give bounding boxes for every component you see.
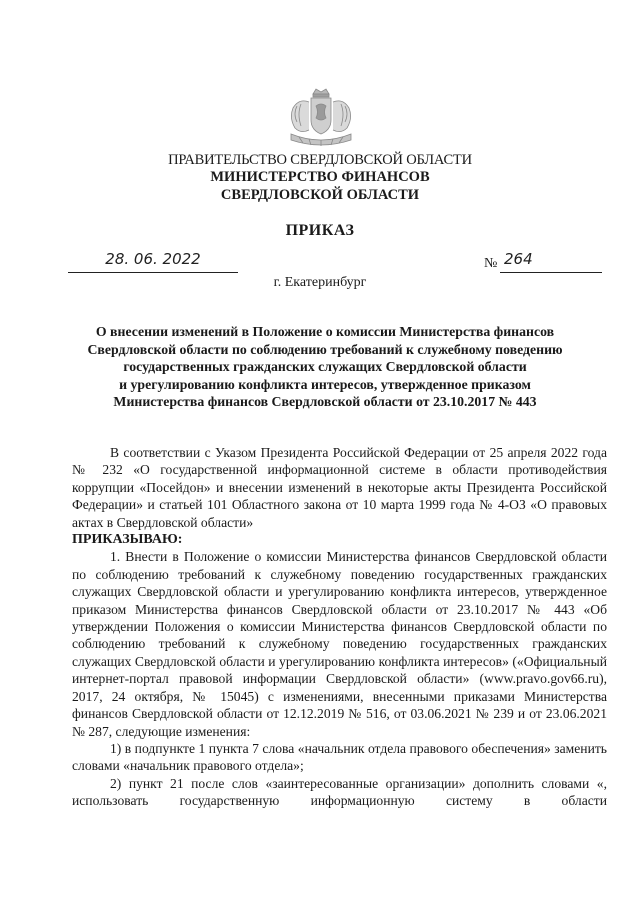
document-type: ПРИКАЗ [285,222,355,239]
number-label: № [484,256,498,271]
subject-line: Свердловской области по соблюдению требований к служебному поведению [87,341,563,357]
document-date: 28. 06. 2022 [68,250,238,273]
document-number: 264 [500,250,602,273]
ministry-name-line1: МИНИСТЕРСТВО ФИНАНСОВ [210,169,430,185]
subject-line: и урегулированию конфликта интересов, утвержденное приказом [119,376,531,392]
ministry-name-line2: СВЕРДЛОВСКОЙ ОБЛАСТИ [220,187,420,203]
document-subject [60,323,590,411]
coat-of-arms-icon [283,88,359,150]
subject-line: государственных гражданских служащих Свердловской области [123,359,527,375]
item-1-2-paragraph: 2) пункт 21 после слов «заинтересованные организации» дополнить словами «, использовать государственную информационную систему в области [72,775,607,809]
government-name: ПРАВИТЕЛЬСТВО СВЕРДЛОВСКОЙ ОБЛАСТИ [168,152,472,168]
item-1-1-paragraph: 1) в подпункте 1 пункта 7 слова «начальник отдела правового обеспечения» заменить словами «начальник правового отдела»; [72,740,607,774]
document-body [72,444,607,810]
preamble-paragraph: В соответствии с Указом Президента Российской Федерации от 25 апреля 2022 года № 232 «О государственной информационной системе в области противодействия коррупции «Посейдон» и внесении изменений в некоторые акты Президента Российской Федерации» и статьей 101 Областного закона от 10 марта 1999 года № 4-ОЗ «О правовых актах в Свердловской области» [72,445,607,530]
subject-line: О внесении изменений в Положение о комиссии Министерства финансов [95,324,555,339]
document-city: г. Екатеринбург [273,275,367,290]
order-word: ПРИКАЗЫВАЮ: [72,532,183,548]
item-1-paragraph: 1. Внести в Положение о комиссии Министерства финансов Свердловской области по соблюдению требований к служебному поведению государственных гражданских служащих Свердловской области и урегулированию конфликта интересов, утвержденное приказом Министерства финансов Свердловской области от 23.10.2017 № 443 «Об утверждении Положения о комиссии Министерства финансов Свердловской области по соблюдению требований к служебному поведению государственных гражданских служащих Свердловской области и урегулированию конфликта интересов» («Официальный интернет-портал правовой информации Свердловской области» (www.pravo.gov66.ru), 2017, 24 октября, № 15045) с изменениями, внесенными приказами Министерства финансов Свердловской области от 12.12.2019 № 516, от 03.06.2021 № 239 и от 23.06.2021 № 287, следующие изменения: [72,549,607,739]
subject-line: Министерства финансов Свердловской области от 23.10.2017 № 443 [113,394,537,410]
